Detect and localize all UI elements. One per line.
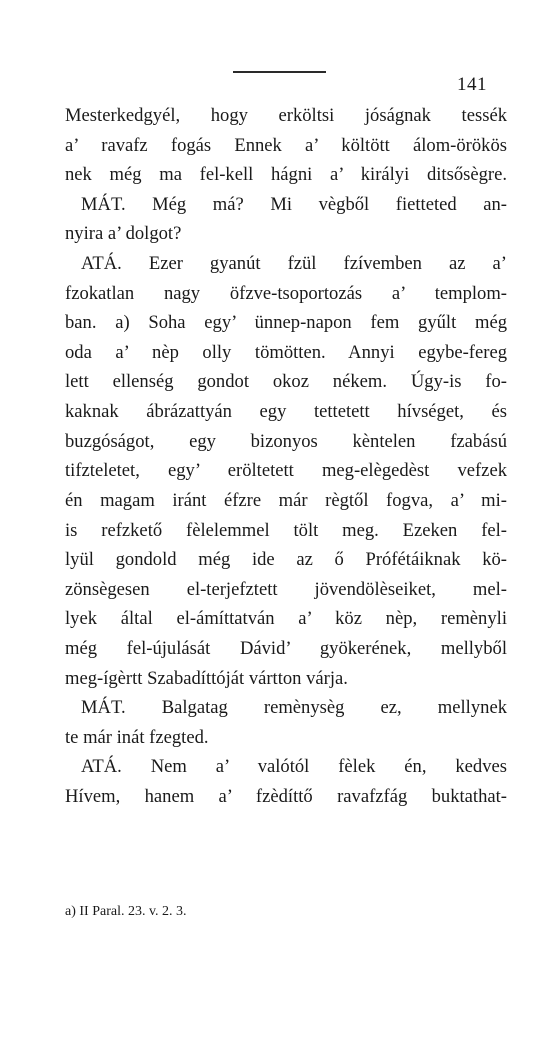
text-line: MÁT. Balgatag remènysèg ez, mellynek — [81, 697, 507, 719]
text-line: én magam iránt éfzre már règtől fogva, a’ mi- — [65, 489, 507, 511]
text-line: te már inát fzegted. — [65, 726, 209, 748]
text-line: lyek által el-ámíttatván a’ köz nèp, remènyli — [65, 608, 507, 630]
text-line: tifzteletet, egy’ eröltetett meg-elègedèst vefzek — [65, 460, 507, 482]
text-line: ATÁ. Ezer gyanút fzül fzívemben az a’ — [81, 253, 507, 275]
text-line: zönsègesen el-terjefztett jövendölèseiket, mel- — [65, 578, 507, 600]
text-line: nek még ma fel-kell hágni a’ királyi ditsősègre. — [65, 164, 507, 186]
text-line: ATÁ. Nem a’ valótól fèlek én, kedves — [81, 756, 507, 778]
text-line: Mesterkedgyél, hogy erköltsi jóságnak tessék — [65, 105, 507, 126]
text-line: kaknak ábrázattyán egy tettetett hívséget, és — [65, 401, 507, 423]
text-line: oda a’ nèp olly tömötten. Annyi egybe-fereg — [65, 341, 507, 363]
text-line: buzgóságot, egy bizonyos kèntelen fzabású — [65, 430, 507, 452]
text-line: fzokatlan nagy öfzve-tsoportozás a’ templom- — [65, 282, 507, 304]
text-line: Hívem, hanem a’ fzèdíttő ravafzfág buktathat- — [65, 786, 507, 808]
page-number: 141 — [457, 74, 487, 95]
text-line: meg-ígèrtt Szabadíttóját vártton várja. — [65, 667, 348, 689]
body-text — [65, 101, 507, 812]
text-line: lett ellenség gondot okoz nékem. Úgy-is fo- — [65, 371, 507, 393]
text-line: lyül gondold még ide az ő Prófétáiknak kö- — [65, 549, 507, 571]
text-line: a’ ravafz fogás Ennek a’ költött álom-örökös — [65, 134, 507, 156]
header-rule — [233, 71, 326, 73]
text-line: ban. a) Soha egy’ ünnep-napon fem gyűlt még — [65, 312, 507, 334]
text-line: is refzkető fèlelemmel tölt meg. Ezeken fel- — [65, 519, 507, 541]
text-line: még fel-újulását Dávid’ gyökerének, mellyből — [65, 637, 507, 659]
text-line: MÁT. Még má? Mi vègből fietteted an- — [81, 193, 507, 215]
text-line: nyira a’ dolgot? — [65, 223, 182, 245]
footnote: a) II Paral. 23. v. 2. 3. — [65, 904, 187, 919]
